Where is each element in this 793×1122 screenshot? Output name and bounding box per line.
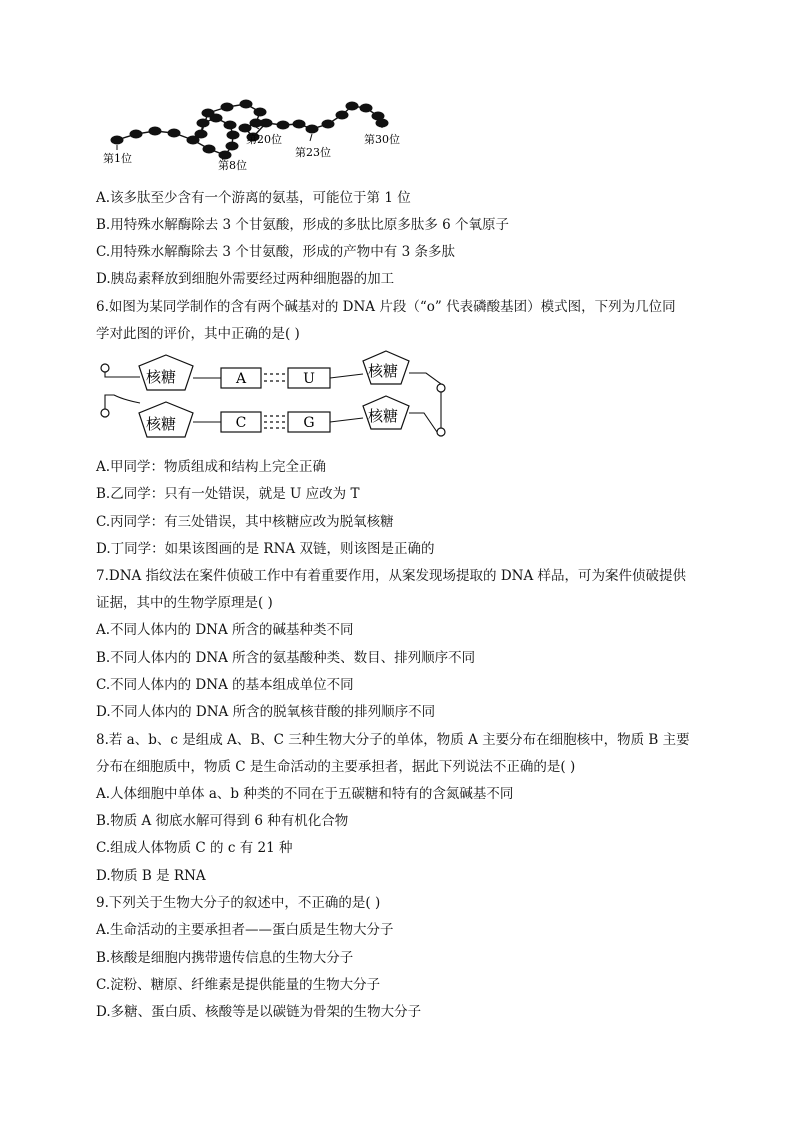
sugar-label: 核糖 <box>368 407 399 425</box>
amino-acid-bead <box>197 119 210 128</box>
q8-option-b: B.物质 A 彻底水解可得到 6 种有机化合物 <box>96 813 349 829</box>
base-label-c: C <box>235 415 247 431</box>
amino-acid-bead <box>224 121 237 130</box>
q9-stem: 9.下列关于生物大分子的叙述中，不正确的是( ) <box>96 895 381 911</box>
q6-option-c: C.丙同学：有三处错误，其中核糖应改为脱氧核糖 <box>96 514 394 530</box>
amino-acid-bead <box>254 108 267 117</box>
amino-acid-bead <box>277 121 290 130</box>
q6-option-b: B.乙同学：只有一处错误，就是 U 应改为 T <box>96 486 360 502</box>
peptide-label-8: 第8位 <box>218 159 247 172</box>
sugar-label: 核糖 <box>146 415 177 433</box>
q8-stem-line1: 8.若 a、b、c 是组成 A、B、C 三种生物大分子的单体，物质 A 主要分布在细胞核中，物质 B 主要 <box>96 732 690 748</box>
q7-stem-line1: 7.DNA 指纹法在案件侦破工作中有着重要作用，从案发现场提取的 DNA 样品，可为案件侦破提供 <box>96 568 687 584</box>
sugar-label: 核糖 <box>146 368 177 386</box>
base-label-a: A <box>235 371 247 387</box>
q7-option-a: A.不同人体内的 DNA 所含的碱基种类不同 <box>96 622 354 638</box>
amino-acid-bead <box>336 111 349 120</box>
amino-acid-bead <box>111 136 124 145</box>
amino-acid-bead <box>346 102 359 111</box>
amino-acid-bead <box>360 104 373 113</box>
amino-acid-bead <box>221 103 234 112</box>
amino-acid-bead <box>195 130 208 139</box>
amino-acid-bead <box>202 109 215 118</box>
q5-option-d: D.胰岛素释放到细胞外需要经过两种细胞器的加工 <box>96 271 395 287</box>
peptide-label-1: 第1位 <box>103 152 132 165</box>
q9-option-c: C.淀粉、糖原、纤维素是提供能量的生物大分子 <box>96 977 381 993</box>
amino-acid-bead <box>168 129 181 138</box>
base-label-u: U <box>303 371 315 387</box>
q8-option-c: C.组成人体物质 C 的 c 有 21 种 <box>96 840 293 856</box>
q9-option-a: A.生命活动的主要承担者——蛋白质是生物大分子 <box>96 922 394 938</box>
amino-acid-bead <box>203 145 216 154</box>
amino-acid-bead <box>130 130 143 139</box>
q9-option-d: D.多糖、蛋白质、核酸等是以碳链为骨架的生物大分子 <box>96 1004 422 1020</box>
q5-option-a: A.该多肽至少含有一个游离的氨基，可能位于第 1 位 <box>96 190 411 206</box>
q8-option-d: D.物质 B 是 RNA <box>96 868 206 884</box>
q6-stem-line1: 6.如图为某同学制作的含有两个碱基对的 DNA 片段（“o” 代表磷酸基团）模式图，下列为几位同 <box>96 299 676 315</box>
amino-acid-bead <box>226 142 239 151</box>
q5-option-c: C.用特殊水解酶除去 3 个甘氨酸，形成的产物中有 3 条多肽 <box>96 244 455 260</box>
q6-stem-line2: 学对此图的评价，其中正确的是( ) <box>96 326 300 342</box>
amino-acid-bead <box>260 119 273 128</box>
dna-model-figure <box>96 350 456 446</box>
q6-option-a: A.甲同学：物质组成和结构上完全正确 <box>96 459 327 475</box>
hydrogen-bonds <box>264 374 285 428</box>
peptide-label-30: 第30位 <box>364 133 400 146</box>
peptide-label-20: 第20位 <box>246 133 282 146</box>
phosphate-circle <box>101 364 109 372</box>
q8-option-a: A.人体细胞中单体 a、b 种类的不同在于五碳糖和特有的含氮碱基不同 <box>96 786 514 802</box>
q7-option-b: B.不同人体内的 DNA 所含的氨基酸种类、数目、排列顺序不同 <box>96 650 476 666</box>
peptide-chain-figure <box>96 92 416 176</box>
base-label-g: G <box>303 415 315 431</box>
amino-acid-bead <box>239 124 252 133</box>
peptide-beads <box>111 100 389 160</box>
phosphate-circle <box>101 409 109 417</box>
amino-acid-bead <box>306 125 319 134</box>
phosphate-circle <box>437 428 445 436</box>
q9-option-b: B.核酸是细胞内携带遗传信息的生物大分子 <box>96 950 354 966</box>
q7-option-c: C.不同人体内的 DNA 的基本组成单位不同 <box>96 677 354 693</box>
amino-acid-bead <box>149 127 162 136</box>
q7-option-d: D.不同人体内的 DNA 所含的脱氧核苷酸的排列顺序不同 <box>96 704 436 720</box>
q8-stem-line2: 分布在细胞质中，物质 C 是生命活动的主要承担者，据此下列说法不正确的是( ) <box>96 759 576 775</box>
q7-stem-line2: 证据，其中的生物学原理是( ) <box>96 595 273 611</box>
amino-acid-bead <box>227 131 240 140</box>
phosphate-circle <box>437 384 445 392</box>
amino-acid-bead <box>240 100 253 109</box>
peptide-label-23: 第23位 <box>295 146 331 159</box>
amino-acid-bead <box>293 120 306 129</box>
q5-option-b: B.用特殊水解酶除去 3 个甘氨酸，形成的多肽比原多肽多 6 个氧原子 <box>96 217 510 233</box>
amino-acid-bead <box>322 120 335 129</box>
sugar-label: 核糖 <box>368 362 399 380</box>
q6-option-d: D.丁同学：如果该图画的是 RNA 双链，则该图是正确的 <box>96 541 435 557</box>
